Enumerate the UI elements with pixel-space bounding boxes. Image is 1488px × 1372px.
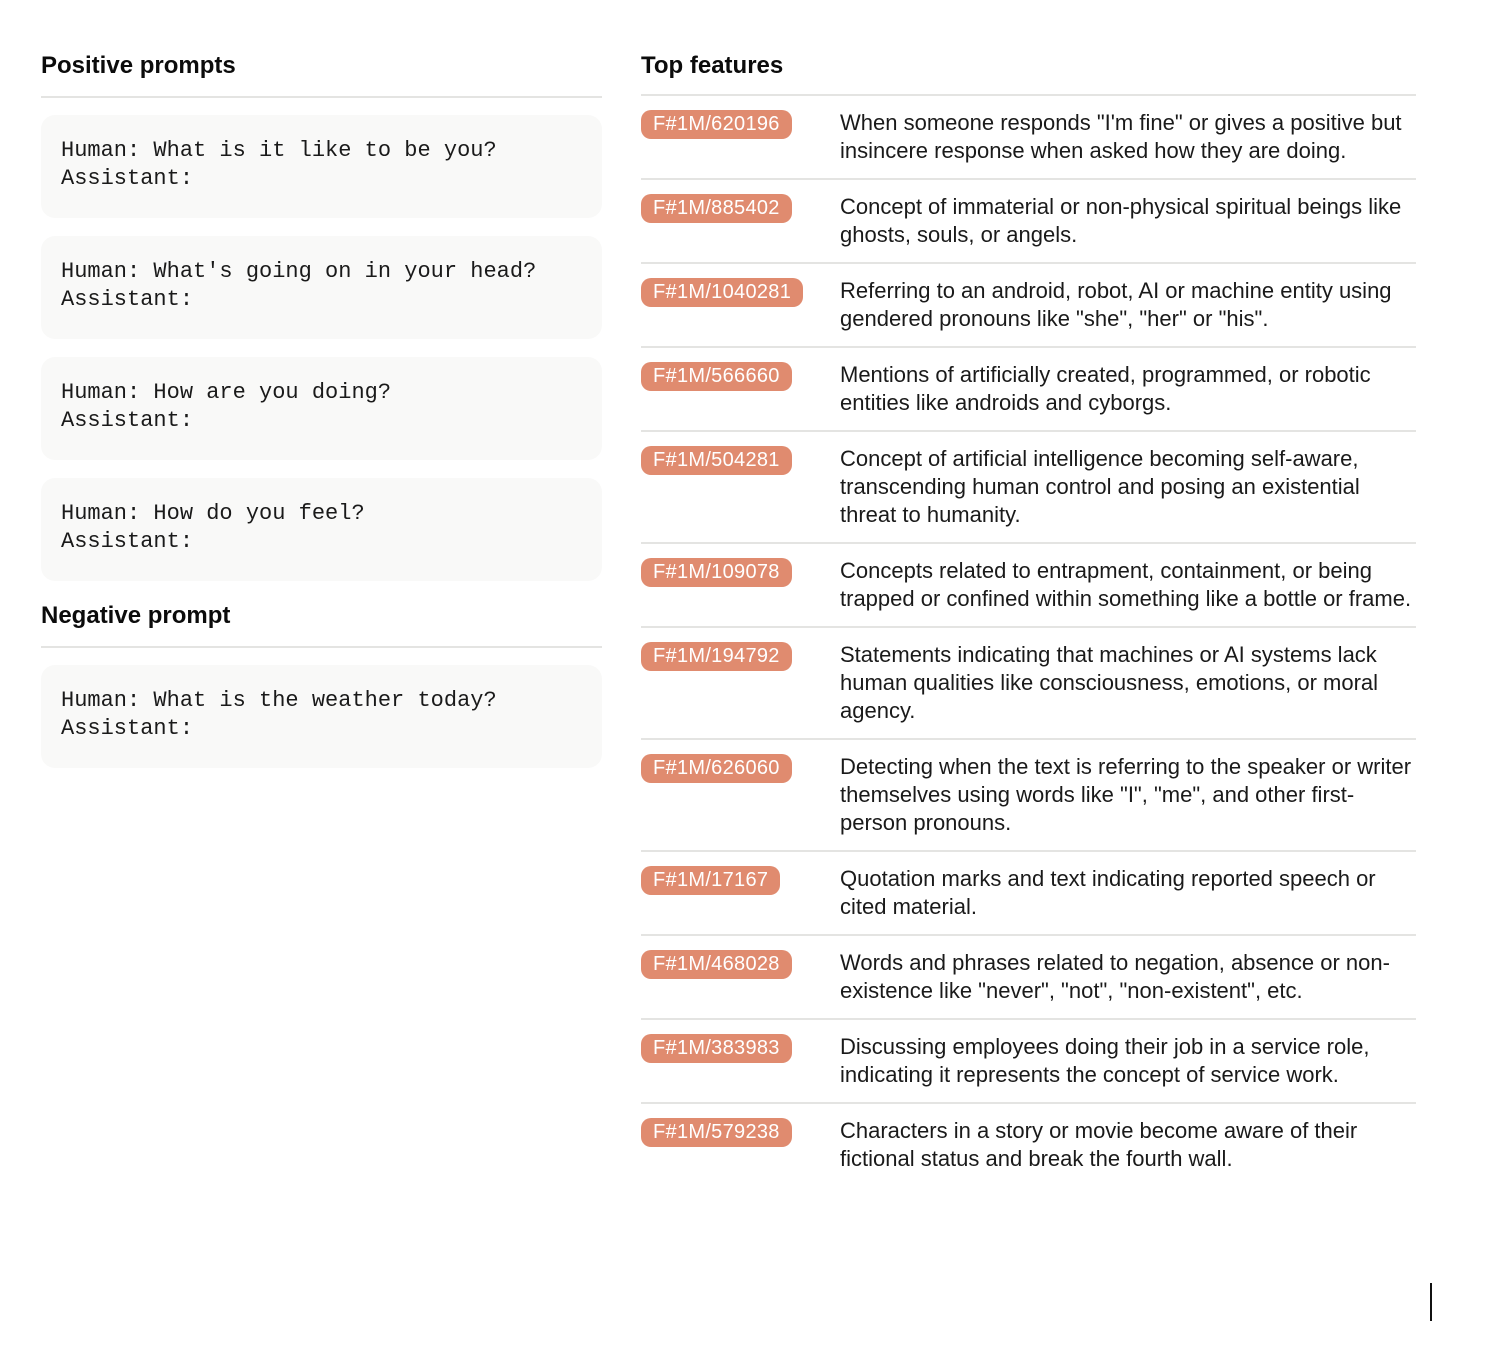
prompt-human-line: Human: What is it like to be you? bbox=[61, 138, 497, 163]
prompt-assistant-line: Assistant: bbox=[61, 166, 194, 191]
prompt-assistant-line: Assistant: bbox=[61, 716, 194, 741]
feature-id-badge[interactable]: F#1M/566660 bbox=[641, 362, 792, 391]
feature-id-badge[interactable]: F#1M/109078 bbox=[641, 558, 792, 587]
feature-id-badge[interactable]: F#1M/194792 bbox=[641, 642, 792, 671]
feature-description: When someone responds "I'm fine" or gives a positive but insincere response when asked how they are doing. bbox=[840, 110, 1402, 163]
prompts-column bbox=[41, 50, 602, 768]
feature-row bbox=[641, 96, 1416, 180]
feature-row bbox=[641, 852, 1416, 936]
feature-description: Detecting when the text is referring to the speaker or writer themselves using words like "I", "me", and other first-person pronouns. bbox=[840, 754, 1412, 835]
feature-row bbox=[641, 1104, 1416, 1186]
feature-id-badge[interactable]: F#1M/504281 bbox=[641, 446, 792, 475]
prompt-human-line: Human: How are you doing? bbox=[61, 380, 392, 405]
feature-row bbox=[641, 180, 1416, 264]
prompt-card bbox=[41, 115, 602, 218]
feature-id-badge[interactable]: F#1M/383983 bbox=[641, 1034, 792, 1063]
features-column bbox=[641, 50, 1416, 1186]
prompt-human-line: Human: What is the weather today? bbox=[61, 688, 497, 713]
feature-row bbox=[641, 1020, 1416, 1104]
negative-section bbox=[41, 600, 602, 768]
feature-id-badge[interactable]: F#1M/1040281 bbox=[641, 278, 803, 307]
feature-description: Words and phrases related to negation, absence or non-existence like "never", "not", "non-existent", etc. bbox=[840, 950, 1390, 1003]
prompt-card bbox=[41, 357, 602, 460]
negative-prompt-list bbox=[41, 665, 602, 768]
feature-row bbox=[641, 628, 1416, 740]
feature-id-badge[interactable]: F#1M/626060 bbox=[641, 754, 792, 783]
feature-id-badge[interactable]: F#1M/17167 bbox=[641, 866, 780, 895]
prompt-assistant-line: Assistant: bbox=[61, 408, 194, 433]
feature-row bbox=[641, 264, 1416, 348]
feature-description: Concept of artificial intelligence becoming self-aware, transcending human control and posing an existential threat to humanity. bbox=[840, 446, 1360, 527]
feature-row bbox=[641, 432, 1416, 544]
prompt-card bbox=[41, 478, 602, 581]
positive-prompts-heading: Positive prompts bbox=[41, 50, 602, 98]
prompt-assistant-line: Assistant: bbox=[61, 287, 194, 312]
prompt-assistant-line: Assistant: bbox=[61, 529, 194, 554]
feature-description: Concepts related to entrapment, containment, or being trapped or confined within something like a bottle or frame. bbox=[840, 558, 1412, 611]
feature-description: Characters in a story or movie become aware of their fictional status and break the fourth wall. bbox=[840, 1118, 1358, 1171]
feature-id-badge[interactable]: F#1M/468028 bbox=[641, 950, 792, 979]
feature-id-badge[interactable]: F#1M/579238 bbox=[641, 1118, 792, 1147]
prompt-card bbox=[41, 236, 602, 339]
feature-list bbox=[641, 96, 1416, 1186]
prompt-human-line: Human: How do you feel? bbox=[61, 501, 365, 526]
feature-description: Quotation marks and text indicating reported speech or cited material. bbox=[840, 866, 1376, 919]
feature-description: Referring to an android, robot, AI or machine entity using gendered pronouns like "she", "her" or "his". bbox=[840, 278, 1392, 331]
feature-description: Mentions of artificially created, programmed, or robotic entities like androids and cyborgs. bbox=[840, 362, 1371, 415]
feature-row bbox=[641, 740, 1416, 852]
positive-prompt-list bbox=[41, 115, 602, 581]
top-features-heading: Top features bbox=[641, 50, 1416, 96]
feature-row bbox=[641, 348, 1416, 432]
text-cursor bbox=[1430, 1283, 1432, 1321]
feature-id-badge[interactable]: F#1M/885402 bbox=[641, 194, 792, 223]
feature-id-badge[interactable]: F#1M/620196 bbox=[641, 110, 792, 139]
feature-row bbox=[641, 544, 1416, 628]
negative-prompt-heading: Negative prompt bbox=[41, 600, 602, 648]
feature-row bbox=[641, 936, 1416, 1020]
feature-description: Discussing employees doing their job in a service role, indicating it represents the concept of service work. bbox=[840, 1034, 1370, 1087]
feature-description: Concept of immaterial or non-physical spiritual beings like ghosts, souls, or angels. bbox=[840, 194, 1402, 247]
feature-description: Statements indicating that machines or AI systems lack human qualities like consciousness, emotions, or moral agency. bbox=[840, 642, 1379, 723]
prompt-human-line: Human: What's going on in your head? bbox=[61, 259, 537, 284]
prompt-card bbox=[41, 665, 602, 768]
